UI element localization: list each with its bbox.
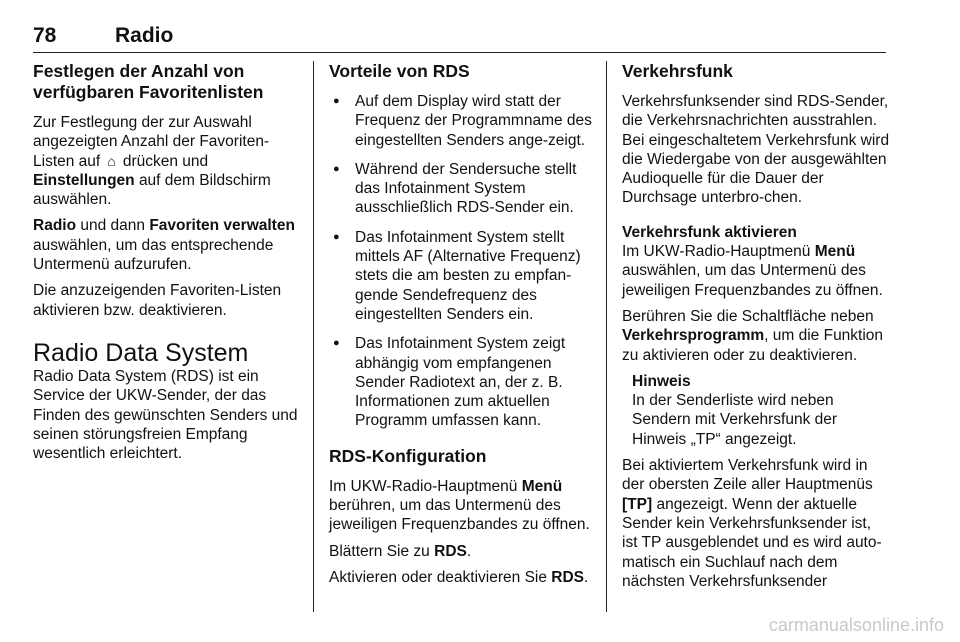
- page-number: 78: [33, 24, 57, 47]
- paragraph: Im UKW-Radio-Hauptmenü Menü auswählen, um das Untermenü des jeweiligen Frequenzbandes zu öffnen.: [622, 243, 883, 299]
- rds-configuration-heading: RDS-Konfiguration: [329, 445, 487, 466]
- rds-advantages-heading: Vorteile von RDS: [329, 61, 470, 81]
- paragraph: Aktivieren oder deaktivieren Sie RDS.: [329, 568, 589, 586]
- paragraph: Verkehrsfunksender sind RDS-Sender, die Verkehrsnachrichten ausstrahlen. Bei eingeschaltetem Verkehrsfunk wird die Wiedergabe von der ausgewählten Audioquelle für die Dauer der Durchsage unterbro-chen.: [622, 93, 890, 207]
- page-header: [33, 22, 886, 53]
- note-heading: Hinweis: [632, 372, 691, 390]
- paragraph: Im UKW-Radio-Hauptmenü Menü berühren, um das Untermenü des jeweiligen Frequenzbandes zu öffnen.: [329, 477, 590, 534]
- bullet-list: [329, 92, 593, 431]
- watermark: carmanualsonline.info: [768, 615, 944, 635]
- paragraph: Radio Data System (RDS) ist ein Service der UKW-Sender, der das Finden des gewünschten Senders und seinen störungsfreien Empfang wesentlich erleichtert.: [33, 367, 298, 463]
- note-text: In der Senderliste wird neben Sendern mit Verkehrsfunk der Hinweis „TP“ angezeigt.: [632, 392, 838, 448]
- paragraph: Zur Festlegung der zur Auswahl angezeigten Anzahl der Favoriten-Listen auf ⌂ drücken und Einstellungen auf dem Bildschirm auswählen.: [33, 114, 271, 209]
- list-item: ● Auf dem Display wird statt der Frequenz der Programmname des eingestellten Senders ange-zeigt.: [329, 92, 593, 150]
- paragraph: Bei aktiviertem Verkehrsfunk wird in der obersten Zeile aller Hauptmenüs [TP] angezeigt. Wenn der aktuelle Sender kein Verkehrsfunksender ist, ist TP ausgeblendet und es wird auto-matisch ein Suchlauf nach dem nächsten Verkehrsfunksender: [622, 457, 882, 590]
- column-right: [622, 61, 890, 598]
- list-item: ● Das Infotainment System stellt mittels AF (Alternative Frequenz) stets die am besten zu empfan-gende Sendefrequenz des eingestellten Senders ein.: [329, 228, 593, 324]
- paragraph: Radio und dann Favoriten verwalten auswählen, um das entsprechende Untermenü aufzurufen.: [33, 217, 295, 274]
- home-icon: ⌂: [107, 152, 116, 169]
- traffic-heading: Verkehrsfunk: [622, 61, 733, 81]
- column-middle: [329, 61, 593, 594]
- paragraph: Die anzuzeigenden Favoriten-Listen aktivieren bzw. deaktivieren.: [33, 282, 282, 319]
- column-divider: [313, 61, 314, 612]
- list-item: ● Das Infotainment System zeigt abhängig vom empfangenen Sender Radiotext an, der z. B. Informationen zum aktuellen Programm umfassen kann.: [329, 334, 593, 430]
- column-divider: [606, 61, 607, 612]
- traffic-activate-heading: Verkehrsfunk aktivieren: [622, 223, 797, 241]
- paragraph: Blättern Sie zu RDS.: [329, 542, 472, 560]
- favorites-heading: Festlegen der Anzahl von verfügbaren Favoritenlisten: [33, 61, 264, 102]
- column-left: [33, 61, 301, 470]
- rds-heading: Radio Data System: [33, 338, 249, 367]
- note-box: [632, 372, 890, 449]
- list-item: ● Während der Sendersuche stellt das Infotainment System ausschließlich RDS-Sender ein.: [329, 160, 593, 218]
- section-title: Radio: [115, 24, 174, 47]
- paragraph: Berühren Sie die Schaltfläche neben Verkehrsprogramm, um die Funktion zu aktivieren oder zu deaktivieren.: [622, 307, 884, 364]
